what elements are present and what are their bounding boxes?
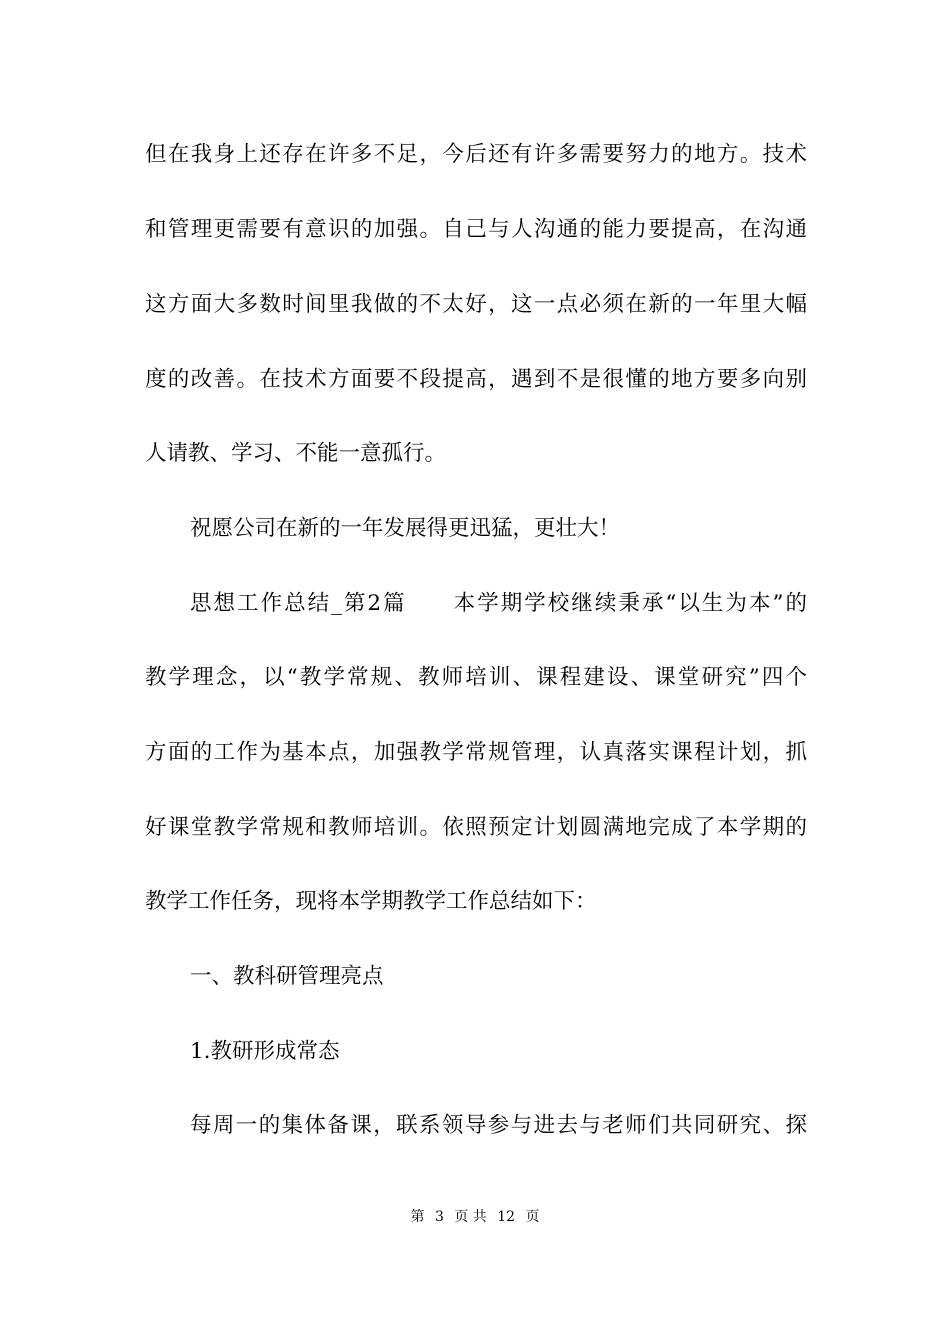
paragraph-line: 和管理更需要有意识的加强。自己与人沟通的能力要提高，在沟通 (145, 217, 807, 242)
subheading-line: 一、教科研管理亮点 (190, 964, 384, 989)
paragraph-line: 度的改善。在技术方面要不段提高，遇到不是很懂的地方要多向别 (145, 367, 807, 392)
paragraph-line: 这方面大多数时间里我做的不太好，这一点必须在新的一年里大幅 (145, 292, 807, 317)
footer-page-total: 12 (497, 1209, 516, 1225)
page-footer (0, 1207, 950, 1227)
paragraph-line: 祝愿公司在新的一年发展得更迅猛，更壮大！ (190, 516, 621, 541)
footer-page-mid: 页 共 (454, 1209, 487, 1225)
footer-page-prefix: 第 (410, 1209, 425, 1225)
section-heading-line: 思想工作总结_第2篇 本学期学校继续秉承“以生为本”的 (190, 591, 807, 616)
paragraph-line: 但在我身上还存在许多不足，今后还有许多需要努力的地方。技术 (145, 142, 807, 167)
paragraph-line: 人请教、学习、不能一意孤行。 (145, 441, 447, 466)
paragraph-line: 好课堂教学常规和教师培训。依照预定计划圆满地完成了本学期的 (145, 815, 807, 840)
footer-page-number: 3 (434, 1209, 444, 1225)
paragraph-line: 方面的工作为基本点，加强教学常规管理，认真落实课程计划，抓 (145, 740, 807, 765)
subheading-line: 1.教研形成常态 (190, 1039, 340, 1064)
paragraph-line: 教学工作任务，现将本学期教学工作总结如下： (145, 889, 597, 914)
paragraph-line: 教学理念，以“教学常规、教师培训、课程建设、课堂研究”四个 (145, 665, 807, 690)
paragraph-line: 每周一的集体备课，联系领导参与进去与老师们共同研究、探 (190, 1113, 807, 1138)
footer-page-suffix: 页 (525, 1209, 540, 1225)
